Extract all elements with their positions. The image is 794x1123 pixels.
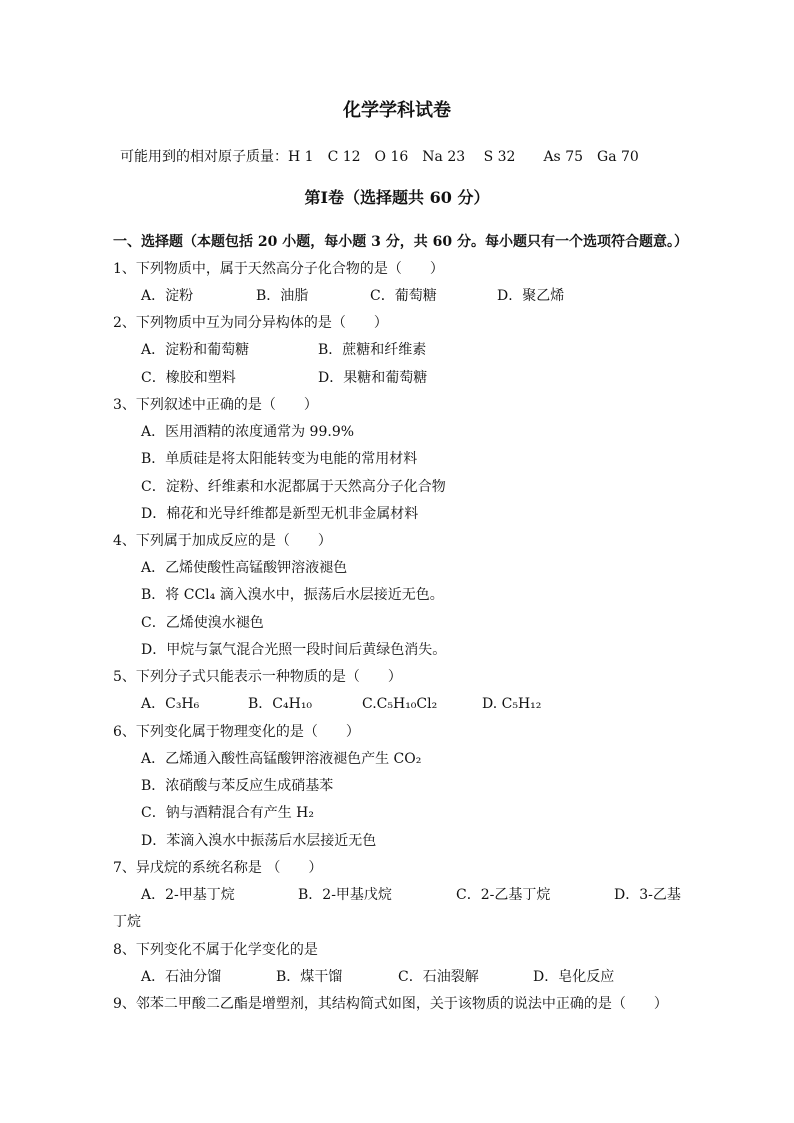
question-2-option-d: D．果糖和葡萄糖 <box>318 370 428 386</box>
question-7-stem: 7、异戊烷的系统名称是 （ ） <box>113 860 323 876</box>
question-3-option-d: D．棉花和光导纤维都是新型无机非金属材料 <box>141 506 419 522</box>
question-3-option-c: C．淀粉、纤维素和水泥都属于天然高分子化合物 <box>141 479 446 495</box>
question-2-stem: 2、下列物质中互为同分异构体的是（ ） <box>113 315 388 331</box>
section-title: 第Ⅰ卷（选择题共 60 分） <box>304 188 490 207</box>
question-2-option-c: C．橡胶和塑料 <box>141 370 236 386</box>
question-6-stem: 6、下列变化属于物理变化的是（ ） <box>113 724 360 740</box>
question-6-option-c: C．钠与酒精混合有产生 H₂ <box>141 805 314 821</box>
question-7-option-d-continuation: 丁烷 <box>113 914 141 930</box>
exam-title: 化学学科试卷 <box>343 100 451 121</box>
question-5-option-d: D. C₅H₁₂ <box>482 696 542 712</box>
question-8-option-c: C．石油裂解 <box>398 969 479 985</box>
question-8-stem: 8、下列变化不属于化学变化的是 <box>113 942 318 958</box>
atomic-masses-note: 可能用到的相对原子质量：H 1 C 12 O 16 Na 23 S 32 As 75 Ga 70 <box>120 149 639 165</box>
question-7-option-c: C．2-乙基丁烷 <box>456 887 551 903</box>
question-4-option-c: C．乙烯使溴水褪色 <box>141 615 264 631</box>
question-1-option-b: B．油脂 <box>256 288 309 304</box>
question-6-option-d: D．苯滴入溴水中振荡后水层接近无色 <box>141 833 377 849</box>
question-1-option-d: D．聚乙烯 <box>497 288 565 304</box>
question-3-option-b: B．单质硅是将太阳能转变为电能的常用材料 <box>141 451 418 467</box>
question-6-option-b: B．浓硝酸与苯反应生成硝基苯 <box>141 778 334 794</box>
question-7-option-b: B．2-甲基戊烷 <box>298 887 392 903</box>
question-4-option-a: A．乙烯使酸性高锰酸钾溶液褪色 <box>141 560 348 576</box>
question-2-option-b: B．蔗糖和纤维素 <box>318 342 427 358</box>
section-instructions: 一、选择题（本题包括 20 小题，每小题 3 分，共 60 分。每小题只有一个选项符合题意。） <box>113 234 688 250</box>
question-3-stem: 3、下列叙述中正确的是（ ） <box>113 397 318 413</box>
question-8-option-d: D．皂化反应 <box>533 969 615 985</box>
question-1-option-c: C．葡萄糖 <box>370 288 437 304</box>
question-7-option-d: D．3-乙基 <box>614 887 681 903</box>
question-4-option-b: B．将 CCl₄ 滴入溴水中，振荡后水层接近无色。 <box>141 587 444 603</box>
question-3-option-a: A．医用酒精的浓度通常为 99.9% <box>141 424 355 440</box>
question-9-stem: 9、邻苯二甲酸二乙酯是增塑剂，其结构简式如图，关于该物质的说法中正确的是（ ） <box>113 996 668 1012</box>
question-5-option-a: A．C₃H₆ <box>141 696 200 712</box>
question-1-stem: 1、下列物质中，属于天然高分子化合物的是（ ） <box>113 261 444 277</box>
question-6-option-a: A．乙烯通入酸性高锰酸钾溶液褪色产生 CO₂ <box>141 751 422 767</box>
question-2-option-a: A．淀粉和葡萄糖 <box>141 342 250 358</box>
question-7-option-a: A．2-甲基丁烷 <box>141 887 235 903</box>
question-5-option-b: B．C₄H₁₀ <box>248 696 313 712</box>
question-5-option-c: C.C₅H₁₀Cl₂ <box>362 696 438 712</box>
question-1-option-a: A．淀粉 <box>141 288 194 304</box>
question-4-stem: 4、下列属于加成反应的是（ ） <box>113 533 332 549</box>
question-8-option-b: B．煤干馏 <box>276 969 343 985</box>
question-5-stem: 5、下列分子式只能表示一种物质的是（ ） <box>113 669 402 685</box>
question-8-option-a: A．石油分馏 <box>141 969 222 985</box>
question-4-option-d: D．甲烷与氯气混合光照一段时间后黄绿色消失。 <box>141 642 447 658</box>
